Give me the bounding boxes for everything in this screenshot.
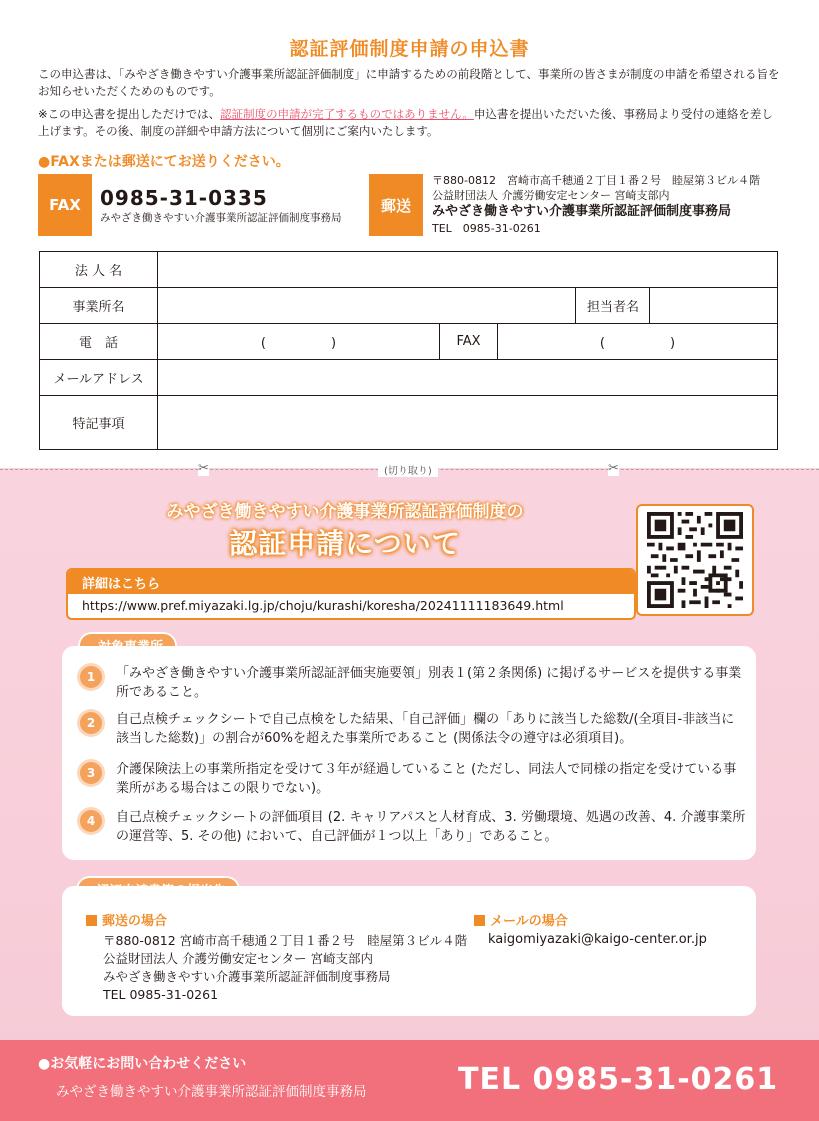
intro-text: この申込書は、「みやざき働きやすい介護事業所認証評価制度」に申請するための前段階として、事業所の皆さまが制度の申請を希望される旨をお知らせいただくためのものです。: [38, 67, 780, 98]
fax-tag: FAX: [38, 174, 92, 236]
send-heading: ●FAXまたは郵送にてお送りください。: [38, 154, 290, 170]
notice-text: [38, 106, 783, 140]
mail-tag: 郵送: [369, 174, 423, 236]
fax-office: みやざき働きやすい介護事業所認証評価制度事務局: [100, 212, 342, 224]
office-field[interactable]: [158, 288, 576, 324]
detail-link-box: [66, 568, 636, 620]
detail-url-link[interactable]: https://www.pref.miyazaki.lg.jp/choju/kurashi/koresha/20241111183649.html: [82, 598, 564, 613]
email-field[interactable]: [158, 360, 778, 396]
detail-label: 詳細はこちら: [68, 570, 634, 594]
square-bullet-icon: [474, 915, 485, 926]
office-label: 事業所名: [40, 288, 158, 324]
corp-field[interactable]: [158, 252, 778, 288]
square-bullet-icon: [86, 915, 97, 926]
footer-org: みやざき働きやすい介護事業所認証評価制度事務局: [56, 1084, 367, 1100]
application-form-table: [39, 251, 778, 450]
submit-mail-line-1: 〒880-0812 宮崎市高千穂通２丁目１番２号 睦屋第３ビル４階: [103, 933, 468, 948]
target-item-3: 介護保険法上の事業所指定を受けて３年が経過していること (ただし、同法人で同様の指定を受けている事業所がある場合はこの限りでない)。: [116, 762, 737, 796]
contact-footer: [0, 1040, 819, 1121]
notice-suffix: 申込書を提出いただいた後、事務局より受付の連絡を差し上げます。その後、制度の詳細や申請方法について個別にご案内いたします。: [38, 107, 773, 138]
form-row-office: [40, 288, 778, 324]
mail-case-label: 郵送の場合: [102, 914, 168, 929]
email-case-label: メールの場合: [490, 914, 568, 929]
mail-address: 〒880-0812 宮崎市高千穂通２丁目１番２号 睦屋第３ビル４階: [432, 174, 760, 187]
notice-highlight: 認証制度の申請が完了するものではありません。: [220, 107, 474, 121]
scissors-icon: ✂: [198, 461, 209, 476]
item-number-2: 2: [80, 712, 102, 734]
fax-label: FAX: [440, 324, 498, 360]
notice-prefix: ※この申込書を提出しただけでは、: [38, 107, 221, 121]
qr-code-icon: [647, 512, 743, 608]
target-item-4: 自己点検チェックシートの評価項目 (2. キャリアパスと人材育成、3. 労働環境、処遇の改善、4. 介護事業所の運営等、5. その他) において、自己評価が１つ以上「あり」であること。: [116, 810, 746, 844]
cut-line: [0, 462, 819, 476]
fax-field[interactable]: ( ): [498, 324, 778, 360]
scissors-icon: ✂: [608, 461, 619, 476]
person-label: 担当者名: [576, 288, 650, 324]
fax-number: 0985-31-0335: [100, 186, 268, 210]
person-field[interactable]: [650, 288, 778, 324]
cut-label: (切り取り): [378, 462, 438, 477]
mail-tel: TEL 0985-31-0261: [432, 222, 541, 235]
footer-question: ●お気軽にお問い合わせください: [38, 1056, 247, 1072]
form-row-phone: [40, 324, 778, 360]
info-title-main: 認証申請について: [229, 527, 461, 560]
item-number-4: 4: [80, 810, 102, 832]
target-item-1: 「みやざき働きやすい介護事業所認証評価実施要領」別表１(第２条関係) に掲げるサービスを提供する事業所であること。: [116, 666, 742, 700]
mail-case-heading: [86, 910, 167, 929]
mail-org1: 公益財団法人 介護労働安定センター 宮崎支部内: [432, 189, 670, 202]
submit-mail-line-2: 公益財団法人 介護労働安定センター 宮崎支部内: [103, 951, 373, 966]
qr-code[interactable]: [636, 504, 754, 616]
mail-info: [432, 173, 760, 236]
form-row-corp: [40, 252, 778, 288]
submit-mail-line-3: みやざき働きやすい介護事業所認証評価制度事務局: [103, 969, 391, 984]
phone-field[interactable]: ( ): [158, 324, 440, 360]
target-item-2: 自己点検チェックシートで自己点検をした結果、「自己評価」欄の「ありに該当した総数/(全項目-非該当に該当した総数)」の割合が60%を超えた事業所であること (関係法令の遵守は必須項目)。: [116, 712, 735, 746]
mail-org2: みやざき働きやすい介護事業所認証評価制度事務局: [432, 204, 732, 219]
email-label: メールアドレス: [40, 360, 158, 396]
submit-mail-line-4: TEL 0985-31-0261: [103, 987, 219, 1002]
email-case-heading: [474, 910, 568, 929]
notes-label: 特記事項: [40, 396, 158, 450]
corp-label: 法 人 名: [40, 252, 158, 288]
page-title: 認証評価制度申請の申込書: [289, 38, 530, 60]
submit-mail-address: [103, 932, 467, 1004]
submit-email-link[interactable]: kaigomiyazaki@kaigo-center.or.jp: [488, 932, 707, 947]
info-title-sub: みやざき働きやすい介護事業所認証評価制度の: [166, 502, 524, 522]
item-number-3: 3: [80, 762, 102, 784]
form-row-email: [40, 360, 778, 396]
item-number-1: 1: [80, 666, 102, 688]
form-row-notes: [40, 396, 778, 450]
notes-field[interactable]: [158, 396, 778, 450]
phone-label: 電 話: [40, 324, 158, 360]
footer-tel[interactable]: TEL 0985-31-0261: [458, 1062, 779, 1097]
